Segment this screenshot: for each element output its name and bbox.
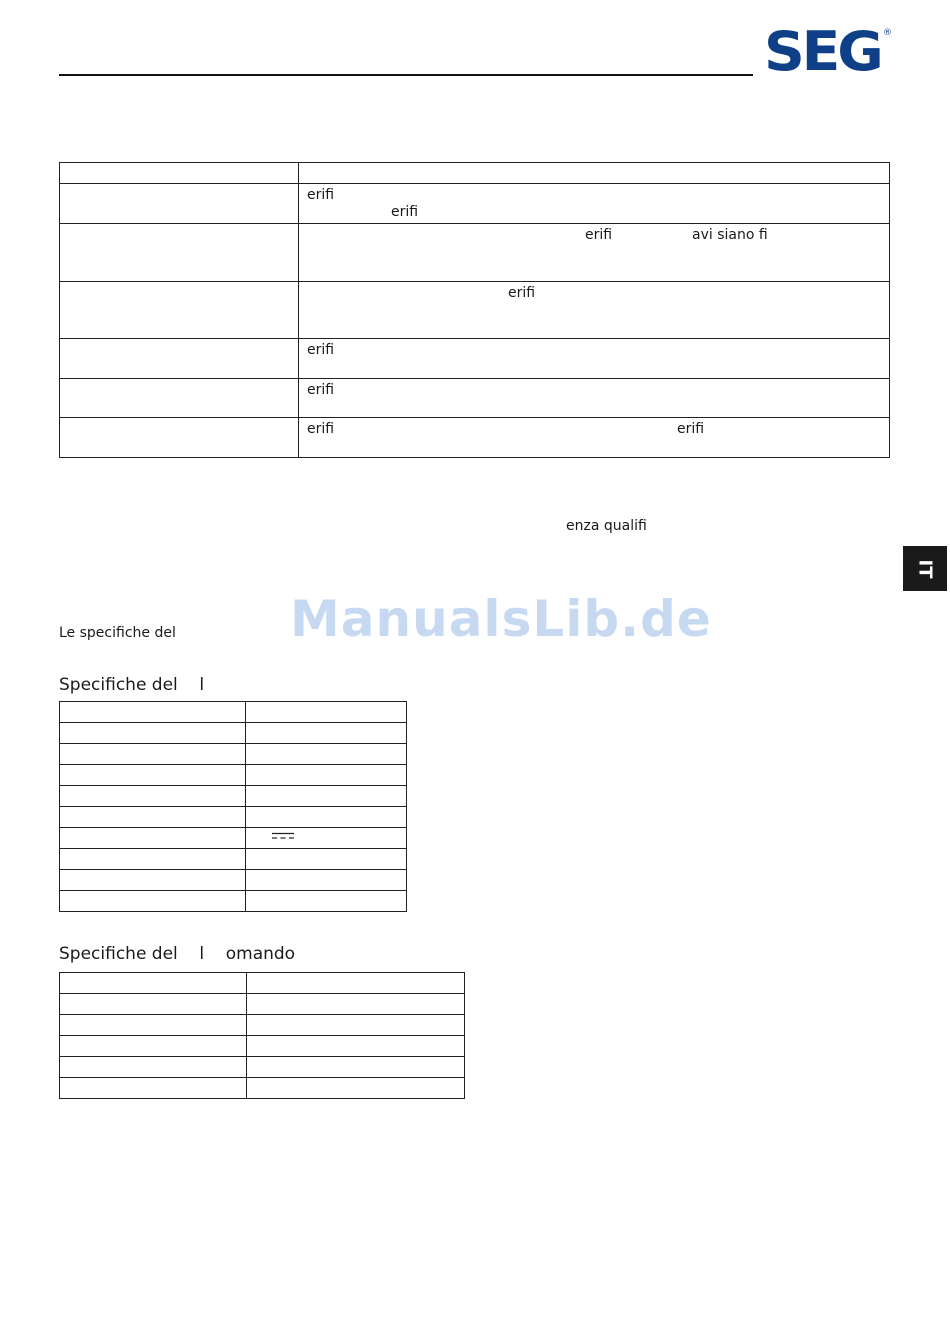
cell-fragment: erifi bbox=[307, 187, 335, 203]
table-row bbox=[60, 282, 890, 339]
table-row bbox=[60, 828, 407, 849]
language-tab bbox=[903, 546, 947, 591]
logo-text: SEG bbox=[764, 20, 881, 83]
cell-fragment: erifi bbox=[307, 382, 335, 398]
table-row bbox=[60, 1036, 465, 1057]
table-row bbox=[60, 163, 890, 184]
table-row bbox=[60, 744, 407, 765]
table-row bbox=[60, 339, 890, 379]
table-row bbox=[60, 994, 465, 1015]
tv-specs-table bbox=[59, 701, 407, 912]
registered-mark: ® bbox=[883, 28, 892, 38]
cell-fragment: erifi bbox=[307, 342, 335, 358]
table-row bbox=[60, 184, 890, 224]
table-row bbox=[60, 891, 407, 912]
table-row bbox=[60, 1057, 465, 1078]
table-row bbox=[60, 849, 407, 870]
tv-specs-heading: Specifiche del l bbox=[59, 675, 205, 695]
cell-fragment: erifi bbox=[508, 285, 536, 301]
remote-specs-table bbox=[59, 972, 465, 1099]
table-row bbox=[60, 1015, 465, 1036]
remote-specs-heading: Specifiche del l omando bbox=[59, 944, 296, 964]
table-row bbox=[60, 765, 407, 786]
table-row bbox=[60, 807, 407, 828]
header-rule bbox=[59, 74, 753, 76]
table-row bbox=[60, 723, 407, 744]
seg-logo bbox=[764, 20, 892, 83]
table-row bbox=[60, 786, 407, 807]
dc-symbol-icon bbox=[272, 832, 294, 840]
table-row bbox=[60, 870, 407, 891]
specs-intro: Le specifiche del bbox=[59, 625, 176, 641]
table-row bbox=[60, 973, 465, 994]
table-row bbox=[60, 702, 407, 723]
cell-fragment: avi siano fi bbox=[692, 227, 768, 243]
cell-fragment: erifi bbox=[391, 204, 419, 220]
language-tab-label: IT bbox=[914, 559, 936, 578]
service-note: enza qualifi bbox=[566, 518, 647, 534]
table-row bbox=[60, 1078, 465, 1099]
watermark: ManualsLib.de bbox=[290, 590, 712, 648]
table-row bbox=[60, 224, 890, 282]
troubleshooting-table bbox=[59, 162, 890, 458]
table-row bbox=[60, 418, 890, 458]
cell-fragment: erifi bbox=[677, 421, 705, 437]
table-row bbox=[60, 379, 890, 418]
cell-fragment: erifi bbox=[585, 227, 613, 243]
cell-fragment: erifi bbox=[307, 421, 335, 437]
